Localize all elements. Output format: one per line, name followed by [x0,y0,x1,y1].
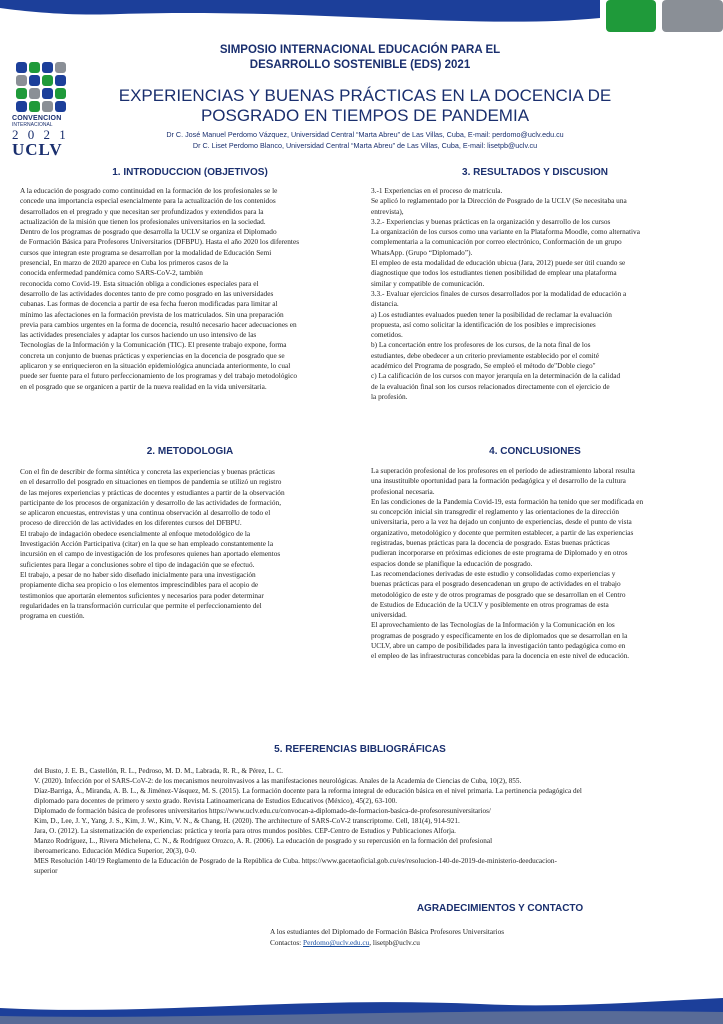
intro-heading: 1. INTRODUCCION (OBJETIVOS) [112,167,268,178]
results-line: cometidos. [371,330,403,340]
logo-uclv: UCLV [12,140,63,159]
intro-line: Dentro de los programas de posgrado que desarrolla la UCLV se organiza el Diplomado [20,227,277,237]
methodology-line: El trabajo de indagación obedece esencialmente al enfoque metodológico de la [20,528,251,538]
contact-rest: , lisetpb@uclv.cu [369,938,420,947]
reference-line: Manzo Rodríguez, L., Rivera Michelena, C. N., & Rodríguez Orozco, A. R. (2006). La educación de posgrado y su repercusión en la formación del profesional [34,837,493,845]
results-line: la profesión. [371,391,408,401]
reference-line: MES Resolución 140/19 Reglamento de la Educación de Posgrado de la República de Cuba. https://www.gacetaoficial.gob.cu/es/resolucion-140-de-2019-de-ministerio-deeducacion- [34,857,557,865]
results-line: c) La calificación de los cursos con mayor jerarquía en la determinación de la calidad [371,371,621,381]
conclusions-line: buenas prácticas para el posgrado desencadenan un grupo de actividades en el trabajo [371,579,621,589]
conclusions-line: El aprovechamiento de las Tecnologías de la Información y la Comunicación en los [371,620,615,630]
reference-line: Díaz-Barriga, Á., Miranda, A. B. L., & Jiménez-Vásquez, M. S. (2015). La formación docente para la reforma integral de educación básica en el nivel primaria. La pertinencia pedagógica del [34,787,582,795]
results-line: entrevista), [371,206,404,216]
methodology-line: Con el fin de describir de forma sintética y concreta las experiencias y buenas prácticas [20,467,275,476]
methodology-line: incursión en el campo de investigación de los profesores quienes han aportado elementos [20,549,281,559]
results-line: 3.3.- Evaluar ejercicios finales de cursos desarrollados por la modalidad de educación a [371,288,627,298]
conclusions-line: UCLV, abre un campo de posibilidades para la investigación tanto pedagógica como en [371,641,626,651]
conclusions-line: pudieran incorporarse en próximas ediciones de este programa de Diplomado y en otros [371,548,628,558]
contact-email-link[interactable]: Perdomo@uclv.edu.cu [303,938,370,947]
intro-line: Tecnologías de la Información y la Comunicación (TIC). El presente trabajo expone, forma [20,340,287,350]
results-line: distancia. [371,299,399,309]
conclusions-line: registradas, buenas prácticas para la docencia de posgrado. Estas buenas prácticas [371,538,610,548]
reference-line: iberoamericano. Educación Médica Superior, 20(3), 0-0. [34,847,197,855]
intro-line: actualización de la misión que tienen los profesionales universitarios en la sociedad. [20,216,266,226]
methodology-body [20,467,365,621]
conclusions-line: una insustituible oportunidad para la formación pedagógica y el desarrollo de la cultura [371,476,626,486]
symposium-title [150,43,570,73]
results-line: propuesta, así como solicitar la identificación de los posibles e imprecisiones [371,319,596,329]
reference-line: superior [34,867,58,875]
methodology-line: proceso de dirección de las actividades en los diferentes cursos del DFBPU. [20,518,242,528]
methodology-line: se aplicaron encuestas, entrevistas y una continua observación al desarrollo de todo el [20,508,271,518]
results-line: b) La concertación entre los profesores de los cursos, de la nota final de los [371,340,591,350]
conclusions-line: programas de posgrado y específicamente en los de diplomados que se desarrollan en la [371,630,628,640]
intro-line: aplicaron y se enriquecieron en la situación epidemiológica anunciada anteriormente, lo cual [20,361,291,371]
title-line-2: POSGRADO EN TIEMPOS DE PANDEMIA [200,106,530,125]
logo-mosaic-icon [16,62,74,112]
logo-name: CONVENCION [12,115,62,122]
conclusions-line: el empleo de las infraestructuras concebidas para la docencia en este nivel de educación. [371,651,630,661]
intro-line: puede ser fuente para el futuro perfeccionamiento de los programas y del trabajo metodológico [20,371,297,381]
results-heading: 3. RESULTADOS Y DISCUSION [462,167,608,178]
contact-line [270,937,590,948]
bottom-decorative-banner [0,994,723,1024]
methodology-line: propiamente dicha sea propicio o los elementos imprescindibles para el acopio de [20,580,259,590]
reference-line: V. (2020). Infección por el SARS-CoV-2: de los mecanismos neuroinvasivos a las manifestaciones neurológicas. Anales de la Academia de Ciencias de Cuba, 10(2), 855. [34,777,522,785]
methodology-line: de las mejores experiencias y prácticas de docentes y estudiantes a partir de la observación [20,487,285,497]
intro-line: desarrollados en el pregrado y que necesitan ser profundizados y extendidos para la [20,206,264,216]
convention-logo [12,62,74,158]
conclusions-line: En las condiciones de la Pandemia Covid-19, esta formación ha tenido que ser modificada en [371,496,644,506]
conclusions-line: espacios donde se planifique la educación de posgrado. [371,558,533,568]
acknowledgements-heading: AGRADECIMIENTOS Y CONTACTO [416,903,584,914]
reference-line: Diplomado de formación básica de profesores universitarios https://www.uclv.edu.cu/convocan-a-diplomado-de-formacion-basica-de-profesoresuniversitarios/ [34,807,491,815]
conclusions-line: profesional necesaria. [371,486,435,496]
acknowledgement-line: A los estudiantes del Diplomado de Formación Básica Profesores Universitarios [270,927,505,936]
results-line: La organización de los cursos como una variante en la Plataforma Moodle, como alternativa [371,227,640,237]
logo-year: 2 0 2 1 [12,127,69,142]
reference-line: Kim, D., Lee, J. Y., Yang, J. S., Kim, J. W., Kim, V. N., & Chang, H. (2020). The architecture of SARS-CoV-2 transcriptome. Cell, 181(4), 914-921. [34,817,460,825]
conclusions-line: de Estudios de Educación de la UCLV y posiblemente en otros programas de esta [371,599,609,609]
symposium-line-1: SIMPOSIO INTERNACIONAL EDUCACIÓN PARA EL [219,44,501,56]
author-1: Dr C. José Manuel Perdomo Vázquez, Universidad Central “Marta Abreu” de Las Villas, Cuba, E-mail: perdomo@uclv.edu.cu [166,130,564,139]
intro-line: concede una importancia especial esencialmente para la actualización de los contenidos [20,196,276,206]
results-line: a) Los estudiantes evaluados pueden tener la posibilidad de reclamar la evaluación [371,309,612,319]
results-line: similar y compatible de comunicación. [371,278,485,288]
results-line: diagnostique que todos los estudiantes tienen posibilidad de emplear una plataforma [371,268,617,278]
reference-line: Jara, O. (2012). La sistematización de experiencias: práctica y teoría para otros mundos posibles. CEP-Centro de Estudios y Publicaciones Alforja. [34,827,456,835]
intro-line: cubanas. Las formas de docencia a partir de esa fecha fueron modificadas para limitar al [20,299,278,309]
contact-prefix: Contactos: [270,938,304,947]
intro-line: de Formación Básica para Profesores Universitarios (DFBPU). Hasta el año 2020 los diferentes [20,237,300,247]
symposium-line-2: DESARROLLO SOSTENIBLE (EDS) 2021 [249,59,471,71]
intro-line: mínimo las afectaciones en la formación prevista de los matriculados. Sin una preparación [20,309,284,319]
top-decorative-banner [0,0,723,40]
logo-subname: INTERNACIONAL [12,122,53,128]
conclusions-line: universitaria, pero a la vez ha dejado un conjunto de experiencias, desde el punto de vista [371,517,632,527]
reference-line: diplomado para docentes de primero y sexto grado. Revista Latinoamericana de Estudios Educativos (México), 45(2), 63-100. [34,797,398,805]
intro-line: concreta un conjunto de buenas prácticas y experiencias en la docencia de posgrado que se [20,350,285,360]
poster-title [110,86,620,126]
conclusions-line: Las recomendaciones derivadas de este estudio y consolidadas como experiencias y [371,568,616,578]
intro-line: las actividades presenciales y adaptar los cursos haciendo un uso intensivo de las [20,330,257,340]
author-2: Dr C. Liset Perdomo Blanco, Universidad Central “Marta Abreu” de Las Villas, Cuba, E-mail: lisetpb@uclv.cu [192,141,538,150]
results-body [371,186,706,402]
methodology-line: programa en cuestión. [20,611,85,621]
authors [120,129,610,151]
references-heading: 5. REFERENCIAS BIBLIOGRÁFICAS [274,744,446,755]
conclusions-line: organizativo, metodológico y docente que permiten establecer, a partir de las experiencias [371,527,634,537]
conclusions-heading: 4. CONCLUSIONES [489,446,581,457]
methodology-heading: 2. METODOLOGIA [146,446,234,457]
results-line: WhatsApp. (Grupo “Diplomado”). [371,247,473,257]
methodology-line: El trabajo, a pesar de no haber sido diseñado inicialmente para una investigación [20,569,256,579]
intro-line: conocida enfermedad pandémica como SARS-CoV-2, también [20,268,203,278]
intro-line: cursos que integran este programa se desarrollan por la modalidad de Educación Semi [20,247,272,257]
methodology-line: suficientes para llegar a conclusiones sobre el tipo de indagación que se efectuó. [20,559,255,569]
intro-line: reconocida como Covid-19. Esta situación obliga a condiciones especiales para el [20,278,259,288]
intro-line: previa para cambios urgentes en la forma de docencia, resultó necesario hacer adecuaciones en [20,319,297,329]
results-line: El empleo de esta modalidad de educación ubicua (Jara, 2012) puede ser útil cuando se [371,258,626,268]
conclusions-line: su concepción inicial sin transgredir el reglamento y las orientaciones de la dirección [371,507,620,517]
conclusions-line: metodológico de este y de otros programas de posgrado que se desarrollan en el Centro [371,589,626,599]
conclusions-body [371,466,706,662]
reference-line: del Busto, J. E. B., Castellón, R. L., Pedroso, M. D. M., Labrada, R. R., & Pérez, L. C. [34,767,283,775]
results-line: 3.-1 Experiencias en el proceso de matrícula. [371,186,503,195]
results-line: académico del Programa de posgrado, Se empleó el método de"Doble ciego" [371,361,596,371]
methodology-line: regularidades en la transformación curricular que permite el perfeccionamiento del [20,600,262,610]
results-line: estudiantes, debe obedecer a un criterio previamente establecido por el comité [371,350,599,360]
title-line-1: EXPERIENCIAS Y BUENAS PRÁCTICAS EN LA DOCENCIA DE [118,86,612,105]
intro-body [20,186,365,392]
intro-line: desarrollo de las actividades docentes tanto de pre como posgrado en las universidades [20,288,274,298]
acknowledgements-body [270,926,590,948]
references-body [34,766,694,876]
results-line: de la evaluación final son los cursos relacionados directamente con el ejercicio de [371,381,610,391]
results-line: complementaria a la comunicación por correo electrónico, Conformación de un grupo [371,237,622,247]
conclusions-line: universidad. [371,610,407,620]
results-line: Se aplicó lo reglamentado por la Dirección de Posgrado de la UCLV (Se necesitaba una [371,196,627,206]
intro-line: presencial, En marzo de 2020 aparece en Cuba los primeros casos de la [20,258,229,268]
methodology-line: participante de los procesos de organización y desarrollo de las actividades de formación, [20,497,282,507]
intro-line: A la educación de posgrado como continuidad en la formación de los profesionales se le [20,186,278,195]
methodology-line: testimonios que aportarán elementos suficientes y necesarios para poder determinar [20,590,264,600]
methodology-line: en el desarrollo del posgrado en situaciones en tiempos de pandemia se utilizó un registro [20,477,282,487]
results-line: 3.2.- Experiencias y buenas prácticas en la organización y desarrollo de los cursos [371,216,611,226]
methodology-line: Investigación Acción Participativa (citar) en la que se han empleado constantemente la [20,539,274,549]
conclusions-line: La superación profesional de los profesores en el período de adiestramiento laboral resulta [371,466,635,475]
intro-line: en el posgrado que se organicen a partir de la nueva realidad en la vida universitaria. [20,381,267,391]
